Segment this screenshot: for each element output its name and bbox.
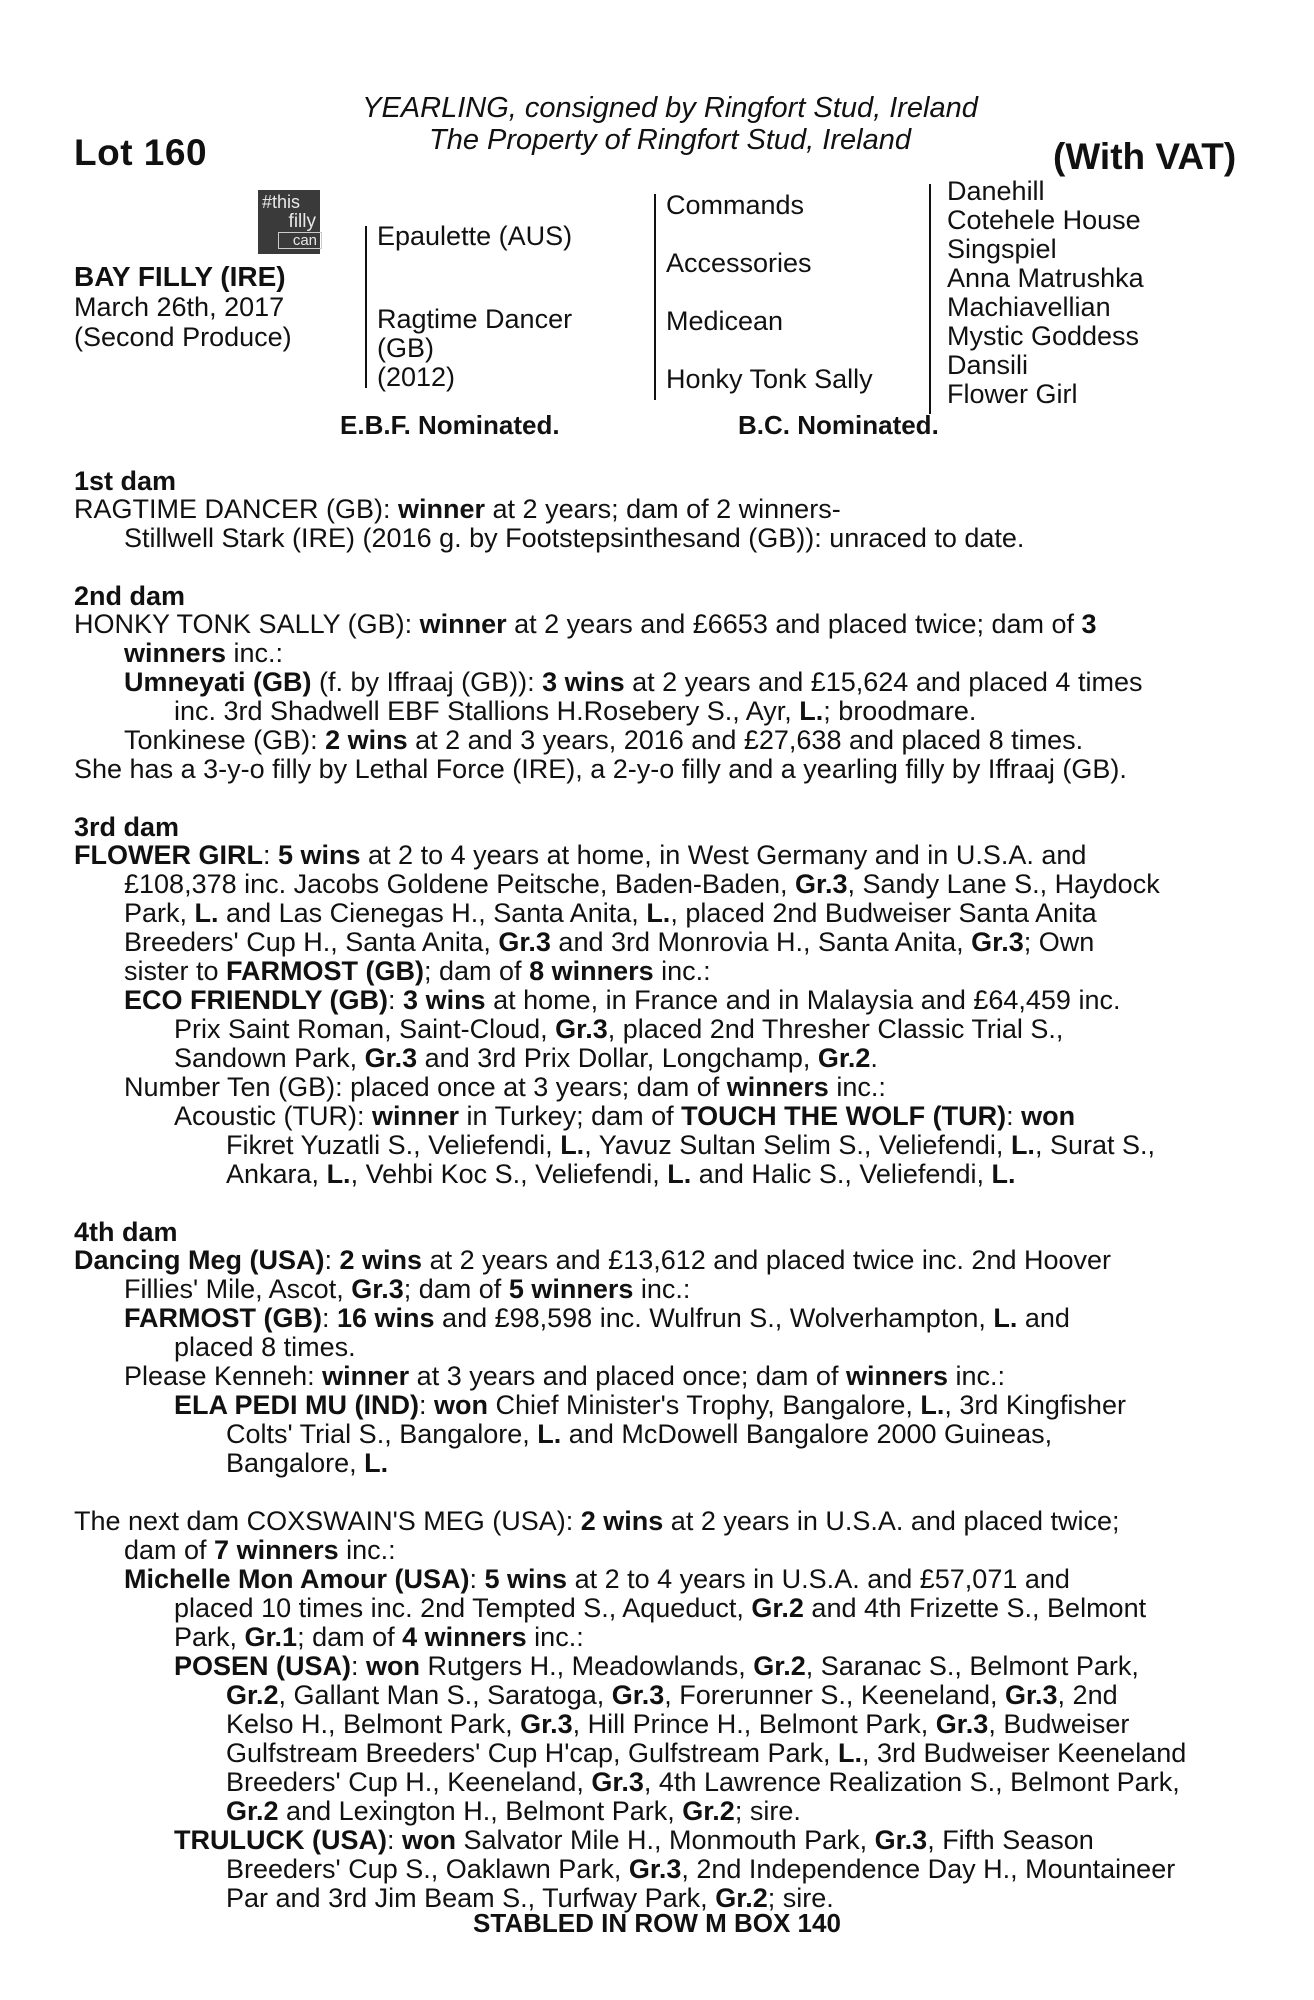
gen3-3: Singspiel [947,234,1057,264]
nextdam-line-13: Breeders' Cup S., Oaklawn Park, Gr.3, 2nd Independence Day H., Mountaineer [226,1854,1176,1884]
dam2-heading: 2nd dam [74,581,186,611]
consignment-block [340,92,1000,156]
stabled-note: STABLED IN ROW M BOX 140 [473,1908,841,1938]
horse-name: BAY FILLY (IRE) [74,261,286,292]
dam3-line-3: Park, L. and Las Cienegas H., Santa Anita, L., placed 2nd Budweiser Santa Anita [124,898,1097,928]
dam-name: Ragtime Dancer (GB) (2012) [377,304,573,392]
granddam-1: Accessories [666,248,812,278]
nextdam-line-4: placed 10 times inc. 2nd Tempted S., Aqueduct, Gr.2 and 4th Frizette S., Belmont [174,1593,1147,1623]
nextdam-line-10: Breeders' Cup H., Keeneland, Gr.3, 4th Lawrence Realization S., Belmont Park, [226,1767,1180,1797]
pedigree-divider-2 [654,194,656,400]
dam3-line-10: Acoustic (TUR): winner in Turkey; dam of TOUCH THE WOLF (TUR): won [174,1101,1076,1131]
dam3-line-8: Sandown Park, Gr.3 and 3rd Prix Dollar, Longchamp, Gr.2. [174,1043,878,1073]
nextdam-line-6: POSEN (USA): won Rutgers H., Meadowlands, Gr.2, Saranac S., Belmont Park, [174,1651,1139,1681]
gen3-7: Dansili [947,350,1029,380]
dam4-line-6: ELA PEDI MU (IND): won Chief Minister's Trophy, Bangalore, L., 3rd Kingfisher [174,1390,1126,1420]
dam3-line-11: Fikret Yuzatli S., Veliefendi, L., Yavuz Sultan Selim S., Veliefendi, L., Surat S., [226,1130,1155,1160]
nextdam-line-8: Kelso H., Belmont Park, Gr.3, Hill Prince H., Belmont Park, Gr.3, Budweiser [226,1709,1130,1739]
dam2-line-2: winners inc.: [124,638,284,668]
bc-nominated: B.C. Nominated. [738,410,939,440]
dam3-line-9: Number Ten (GB): placed once at 3 years; dam of winners inc.: [124,1072,886,1102]
gen3-6: Mystic Goddess [947,321,1140,351]
dam4-heading: 4th dam [74,1217,178,1247]
gen3-1: Danehill [947,176,1045,206]
ebf-nominated: E.B.F. Nominated. [340,410,560,440]
dam3-line-7: Prix Saint Roman, Saint-Cloud, Gr.3, placed 2nd Thresher Classic Trial S., [174,1014,1064,1044]
dam2-line-5: Tonkinese (GB): 2 wins at 2 and 3 years, 2016 and £27,638 and placed 8 times. [124,725,1084,755]
sire-name: Epaulette (AUS) [377,221,573,251]
dam3-line-6: ECO FRIENDLY (GB): 3 wins at home, in France and in Malaysia and £64,459 inc. [124,985,1121,1015]
dam4-line-4: placed 8 times. [174,1332,356,1362]
gen3-5: Machiavellian [947,292,1111,322]
nextdam-line-11: Gr.2 and Lexington H., Belmont Park, Gr.2; sire. [226,1796,801,1826]
horse-details [74,262,292,352]
dam2-line-4: inc. 3rd Shadwell EBF Stallions H.Rosebery S., Ayr, L.; broodmare. [174,696,977,726]
property-of: The Property of Ringfort Stud, Ireland [429,124,911,156]
nextdam-line-5: Park, Gr.1; dam of 4 winners inc.: [174,1622,584,1652]
dam3-line-5: sister to FARMOST (GB); dam of 8 winners inc.: [124,956,711,986]
vat-note: (With VAT) [1053,136,1237,177]
dam3-line-4: Breeders' Cup H., Santa Anita, Gr.3 and 3rd Monrovia H., Santa Anita, Gr.3; Own [124,927,1095,957]
dam4-line-5: Please Kenneh: winner at 3 years and placed once; dam of winners inc.: [124,1361,1006,1391]
nextdam-line-9: Gulfstream Breeders' Cup H'cap, Gulfstream Park, L., 3rd Budweiser Keeneland [226,1738,1187,1768]
produce-note: (Second Produce) [74,322,292,352]
nextdam-line-2: dam of 7 winners inc.: [124,1535,396,1565]
granddam-2: Honky Tonk Sally [666,364,873,394]
lot-number: Lot 160 [74,132,208,173]
this-filly-can-logo: #this filly can [258,190,320,254]
gen3-2: Cotehele House [947,205,1141,235]
dam4-line-7: Colts' Trial S., Bangalore, L. and McDowell Bangalore 2000 Guineas, [226,1419,1053,1449]
dam3-heading: 3rd dam [74,812,180,842]
dam2-line-1: HONKY TONK SALLY (GB): winner at 2 years and £6653 and placed twice; dam of 3 [74,609,1097,639]
gen3-8: Flower Girl [947,379,1078,409]
dam3-line-12: Ankara, L., Vehbi Koc S., Veliefendi, L. and Halic S., Veliefendi, L. [226,1159,1016,1189]
dam1-line-2: Stillwell Stark (IRE) (2016 g. by Footstepsinthesand (GB)): unraced to date. [124,523,1025,553]
nextdam-line-1: The next dam COXSWAIN'S MEG (USA): 2 wins at 2 years in U.S.A. and placed twice; [74,1506,1120,1536]
dam2-line-6: She has a 3-y-o filly by Lethal Force (IRE), a 2-y-o filly and a yearling filly by Iffraaj (GB). [74,754,1127,784]
pedigree-divider-1 [365,226,367,388]
dam3-line-2: £108,378 inc. Jacobs Goldene Peitsche, Baden-Baden, Gr.3, Sandy Lane S., Haydock [124,869,1160,899]
nextdam-line-12: TRULUCK (USA): won Salvator Mile H., Monmouth Park, Gr.3, Fifth Season [174,1825,1094,1855]
dam1-line-1: RAGTIME DANCER (GB): winner at 2 years; dam of 2 winners- [74,494,841,524]
dam1-heading: 1st dam [74,466,177,496]
dam4-line-3: FARMOST (GB): 16 wins and £98,598 inc. Wulfrun S., Wolverhampton, L. and [124,1303,1070,1333]
dam2-line-3: Umneyati (GB) (f. by Iffraaj (GB)): 3 wins at 2 years and £15,624 and placed 4 times [124,667,1143,697]
dam4-line-1: Dancing Meg (USA): 2 wins at 2 years and £13,612 and placed twice inc. 2nd Hoover [74,1245,1112,1275]
foaling-date: March 26th, 2017 [74,292,285,322]
dam4-line-2: Fillies' Mile, Ascot, Gr.3; dam of 5 winners inc.: [124,1274,691,1304]
consigned-by: YEARLING, consigned by Ringfort Stud, Ireland [362,92,978,124]
pedigree-divider-3 [929,184,931,414]
dam4-line-8: Bangalore, L. [226,1448,389,1478]
dam3-line-1: FLOWER GIRL: 5 wins at 2 to 4 years at home, in West Germany and in U.S.A. and [74,840,1087,870]
nextdam-line-3: Michelle Mon Amour (USA): 5 wins at 2 to 4 years in U.S.A. and £57,071 and [124,1564,1070,1594]
grandsire-1: Commands [666,190,805,220]
nextdam-line-7: Gr.2, Gallant Man S., Saratoga, Gr.3, Forerunner S., Keeneland, Gr.3, 2nd [226,1680,1118,1710]
nextdam-line-14: Par and 3rd Jim Beam S., Turfway Park, Gr.2; sire. [226,1883,834,1913]
gen3-4: Anna Matrushka [947,263,1144,293]
grandsire-2: Medicean [666,306,784,336]
